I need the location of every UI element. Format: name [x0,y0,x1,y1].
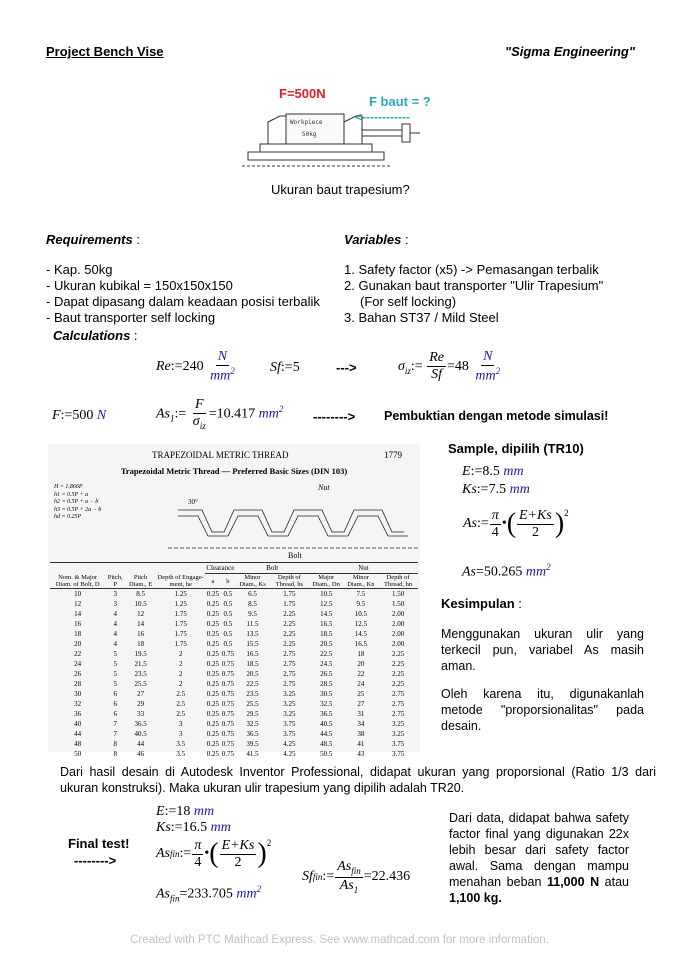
table-cell: 34 [357,720,365,728]
table-cell: 1.75 [174,610,187,618]
table-cell: 18 [137,640,145,648]
table-row [50,639,418,649]
table-cell: 29 [137,700,145,708]
table-cell: 50 [74,750,82,758]
table-cell: 12 [137,610,145,618]
table-cell: 0.75 [221,710,234,718]
table-cell: 41 [357,740,365,748]
as1-equation: $As_1:=$ $\frac{F}{\sigma_{iz}}$ =10.417 $mm^2$ [156,397,284,431]
table-cell: 22.5 [246,680,259,688]
table-cell: 2 [178,670,183,678]
table-cell: 3.75 [391,740,405,748]
thread-table [50,562,418,759]
requirement-item: - Ukuran kubikal = 150x150x150 [46,278,233,293]
bolt-force-arrow: <------------ [355,110,410,124]
table-cell: 16.5 [354,640,367,648]
diagram-label-angle: 30° [188,498,198,506]
final-asfin-formula: As fin := $\frac{\pi}{4}$ • ( $\frac{E+Ks}{2}$ ) $^2$ [156,837,272,870]
thread-table-image [48,444,420,758]
arrow-2: --------> [313,409,356,424]
table-cell: 8.5 [136,590,145,598]
table-cell: 0.5 [223,620,233,628]
table-cell: 24 [357,680,365,688]
table-cell: 23.5 [134,670,147,678]
conclusion-text-1: Menggunakan ukuran ulir yang terkecil pun, variabel As masih aman. [441,627,644,673]
table-cell: 0.75 [221,670,234,678]
table-cell: 3.75 [391,750,405,758]
table-cell: 5 [113,680,117,688]
table-cell: 2.25 [391,680,405,688]
table-cell: 26.5 [320,670,333,678]
table-cell: 40.5 [134,730,147,738]
table-cell: 44 [74,730,82,738]
table-cell: 1.50 [391,600,405,608]
table-cell: 4 [113,610,117,618]
table-cell: 12.5 [354,620,367,628]
table-cell: 1.25 [174,590,187,598]
table-cell: 30 [74,690,82,698]
table-cell: 2.00 [391,610,405,618]
table-cell: 12.5 [320,600,333,608]
column-header: Minor Diam., Ks [239,574,266,588]
bench-vise-sketch [240,104,430,174]
table-cell: 4 [113,630,117,638]
column-header: Pitch Diam., E [128,573,153,588]
table-image-header [48,444,420,460]
variables-list [344,262,603,326]
table-cell: 43 [357,750,365,758]
column-header: a [211,577,215,585]
table-cell: 24 [74,660,82,668]
conclusion-text-2: Oleh karena itu, digunakanlah metode "proporsionalitas" pada desain. [441,687,644,733]
table-cell: 13.5 [246,630,259,638]
table-cell: 18.5 [320,630,333,638]
conclusion-heading: Kesimpulan : [441,596,522,611]
table-cell: 2.75 [283,660,296,668]
table-cell: 21.5 [134,660,147,668]
table-cell: 48 [74,740,82,748]
final-test-arrow: --------> [74,853,117,868]
table-cell: 20 [74,640,82,648]
final-test-label: Final test! [68,836,130,851]
table-row [50,589,418,600]
table-cell: 0.25 [206,740,219,748]
table-cell: 6 [113,710,117,718]
table-cell: 10 [74,590,82,598]
variable-item: 1. Safety factor (x5) -> Pemasangan terbalik [344,262,599,277]
variable-item: 2. Gunakan baut transporter "Ulir Trapesium" [344,278,604,293]
table-cell: 3.75 [283,730,296,738]
table-image-title: TRAPEZOIDAL METRIC THREAD [152,450,289,460]
sample-heading: Sample, dipilih (TR10) [448,441,584,456]
table-cell: 20.5 [246,670,259,678]
workpiece-text: Workpiece [290,119,323,126]
table-cell: 2.00 [391,620,405,628]
workpiece-mass: 50kg [302,131,317,138]
sf-equation: Sf:=5 [270,360,300,375]
table-cell: 2 [178,660,183,668]
sigma-equation: $\sigma_{iz}:=$ $\frac{Re}{Sf}$ =48 $\frac{N}{mm^2}$ [398,349,501,384]
column-header: Pitch, P [107,573,123,588]
table-cell: 2.25 [391,650,405,658]
sample-as-result: As=50.265 $mm^2$ [462,562,551,580]
table-cell: 6 [113,700,117,708]
table-cell: 4 [113,640,117,648]
table-cell: 25 [357,690,365,698]
table-cell: 48.5 [320,740,333,748]
table-cell: 0.25 [206,660,219,668]
table-cell: 0.25 [206,650,219,658]
table-cell: 9.5 [248,610,257,618]
table-cell: 2.75 [391,700,405,708]
table-cell: 0.75 [221,680,234,688]
company-name: "Sigma Engineering" [504,44,635,59]
requirement-item: - Dapat dipasang dalam keadaan posisi terbalik [46,294,320,309]
table-cell: 3.25 [391,720,405,728]
table-cell: 50.5 [320,750,333,758]
table-cell: 3.25 [283,700,296,708]
table-cell: 0.5 [223,600,233,608]
table-cell: 3 [178,720,183,728]
table-cell: 23.5 [246,690,259,698]
table-cell: 40.5 [320,720,333,728]
table-cell: 8 [113,740,117,748]
force-label: F=500N [279,86,326,101]
f-equation: F:=500 N [52,408,107,423]
table-cell: 1.25 [174,600,187,608]
footer-text: Created with PTC Mathcad Express. See www.mathcad.com for more information. [130,934,549,946]
table-cell: 14 [137,620,145,628]
table-image-subtitle: Trapezoidal Metric Thread — Preferred Basic Sizes (DIN 103) [120,466,348,476]
table-cell: 28 [74,680,82,688]
table-cell: 3 [113,600,117,608]
table-cell: 0.25 [206,610,219,618]
table-cell: 40 [74,720,82,728]
table-cell: 0.25 [206,720,219,728]
table-cell: 46 [137,750,145,758]
table-cell: 3.25 [283,710,296,718]
requirements-list [46,262,320,326]
requirement-item: - Kap. 50kg [46,262,113,277]
table-cell: 0.25 [206,590,219,598]
table-cell: 39.5 [246,740,259,748]
table-cell: 0.25 [206,620,219,628]
table-cell: 3.25 [391,730,405,738]
table-row [50,689,418,699]
sample-as-formula: As := $\frac{\pi}{4}$ • ( $\frac{E+Ks}{2}$ ) $^2$ [463,507,569,540]
table-cell: 1.75 [174,630,187,638]
arrow-1: ---> [336,360,357,375]
table-cell: 0.25 [206,630,219,638]
table-cell: 22.5 [320,650,333,658]
sample-ks: Ks:=7.5 mm [462,482,530,497]
column-header: Major Diam., Dn [312,574,340,588]
table-cell: 11.5 [246,620,259,628]
variable-item: (For self locking) [360,294,457,309]
column-header: Depth of Thread, hn [384,574,413,588]
variables-heading: Variables : [344,232,409,247]
table-cell: 0.25 [206,730,219,738]
table-row [50,659,418,669]
table-cell: 15.5 [246,640,259,648]
table-cell: 6.5 [248,590,257,598]
table-cell: 7 [113,730,117,738]
table-cell: 32 [74,700,82,708]
table-cell: 0.75 [221,660,234,668]
final-asfin-result: $As_{fin}=233.705$ $mm^2$ [156,884,262,904]
table-cell: 0.75 [221,740,234,748]
variable-item: 3. Bahan ST37 / Mild Steel [344,310,499,325]
table-cell: 0.75 [221,690,234,698]
table-cell: 3.25 [283,690,296,698]
final-sffin-equation: Sf fin := $\frac{As_{fin}}{As_1}$ = 22.436 [302,859,411,895]
re-equation: Re:=240 $\frac{N}{mm^2}$ [156,349,235,384]
group-header: Nut [309,563,418,574]
table-cell: 32.5 [246,720,259,728]
column-header: Minor Diam., Kn [347,574,375,588]
thread-formulas: H = 1.866P h1 = 0.5P + a h2 = 0.5P + a − b h3 = 0.5P + 2a − b hd = 0.25P [54,484,102,520]
table-cell: 33 [137,710,145,718]
table-row [50,669,418,679]
requirements-heading: Requirements : [46,232,140,247]
table-cell: 30.5 [320,690,333,698]
table-cell: 5 [113,670,117,678]
table-row [50,629,418,639]
bolt-force-label: F baut = ? [369,94,431,109]
group-header: Clearance [206,564,235,572]
table-cell: 2.25 [283,640,296,648]
table-cell: 2.00 [391,630,405,638]
table-cell: 0.75 [221,730,234,738]
table-cell: 27 [137,690,145,698]
table-cell: 20.5 [320,640,333,648]
table-cell: 4 [113,620,117,628]
table-cell: 22 [74,650,82,658]
column-header: Depth of Thread, hs [275,574,304,588]
table-cell: 31 [357,710,365,718]
table-cell: 0.25 [206,700,219,708]
diagram-label-nut: Nut [318,483,330,492]
table-cell: 3 [113,590,117,598]
table-image-page: 1779 [384,450,402,460]
table-cell: 7.5 [356,590,366,598]
table-cell: 2.25 [391,670,405,678]
table-cell: 16.5 [320,620,333,628]
table-cell: 2.25 [391,660,405,668]
sample-e: E:=8.5 mm [462,464,524,479]
table-cell: 4.25 [283,750,296,758]
table-cell: 0.25 [206,670,219,678]
table-cell: 3.5 [176,740,186,748]
table-cell: 38 [357,730,365,738]
simulation-note: Pembuktian dengan metode simulasi! [384,409,609,423]
final-e: E:=18 mm [156,804,215,819]
table-row [50,649,418,659]
table-cell: 3 [178,730,183,738]
table-cell: 25.5 [134,680,147,688]
table-cell: 0.75 [221,750,234,758]
final-note: Dari data, didapat bahwa safety factor final yang digunakan 22x lebih besar dari safety factor awal. Sama dengan mampu menahan beban 11,000 N atau 1,100 kg. [449,811,629,905]
table-row [50,749,418,759]
table-cell: 0.5 [223,610,233,618]
table-cell: 1.50 [391,590,405,598]
table-cell: 0.75 [221,650,234,658]
table-cell: 10.5 [320,590,333,598]
table-cell: 4.25 [283,740,296,748]
question-caption: Ukuran baut trapesium? [271,182,410,197]
table-cell: 7 [113,720,117,728]
table-cell: 14.5 [354,630,367,638]
table-cell: 16.5 [246,650,259,658]
table-row [50,679,418,689]
table-cell: 27 [357,700,365,708]
table-cell: 2.5 [176,690,186,698]
diagram-label-bolt: Bolt [288,551,302,560]
design-paragraph: Dari hasil desain di Autodesk Inventor Professional, didapat ukuran yang proporsional (Ratio 1/3 dari ukuran konstruksi). Maka ukuran ulir trapesium yang dipilih adalah TR20. [60,765,656,795]
table-cell: 9.5 [356,600,366,608]
column-header: Nom. & Major Diam. of Bolt, D [55,573,100,588]
table-cell: 3.5 [176,750,186,758]
table-cell: 2 [178,650,183,658]
table-cell: 0.25 [206,680,219,688]
table-cell: 0.25 [206,690,219,698]
table-cell: 0.5 [223,640,233,648]
table-cell: 24.5 [320,660,333,668]
table-cell: 10.5 [134,600,147,608]
table-cell: 36 [74,710,82,718]
table-cell: 16 [74,620,82,628]
table-cell: 14 [74,610,82,618]
table-row [50,719,418,729]
table-row [50,739,418,749]
table-cell: 0.25 [206,710,219,718]
table-cell: 3.75 [283,720,296,728]
table-cell: 2.00 [391,640,405,648]
table-cell: 36.5 [246,730,259,738]
table-cell: 29.5 [246,710,259,718]
project-title: Project Bench Vise [46,44,164,59]
table-row [50,599,418,609]
table-cell: 5 [113,660,117,668]
table-cell: 41.5 [246,750,259,758]
table-cell: 2.75 [391,710,405,718]
calculations-heading: Calculations : [53,328,138,343]
table-cell: 36.5 [134,720,147,728]
table-cell: 2.75 [283,680,296,688]
table-cell: 0.25 [206,750,219,758]
table-cell: 8 [113,750,117,758]
table-cell: 18.5 [246,660,259,668]
table-cell: 2.25 [283,610,296,618]
table-cell: 36.5 [320,710,333,718]
table-cell: 20 [357,660,365,668]
table-cell: 2.5 [176,710,186,718]
final-ks: Ks:=16.5 mm [156,820,231,835]
table-cell: 0.75 [221,720,234,728]
table-cell: 0.75 [221,700,234,708]
table-cell: 1.75 [174,620,187,628]
table-cell: 44 [137,740,145,748]
table-cell: 25.5 [246,700,259,708]
group-header: Bolt [235,563,309,574]
table-cell: 2.25 [283,630,296,638]
table-cell: 1.75 [174,640,187,648]
table-cell: 1.75 [283,600,296,608]
table-cell: 0.25 [206,600,219,608]
table-cell: 10.5 [354,610,367,618]
table-cell: 32.5 [320,700,333,708]
table-cell: 16 [137,630,145,638]
column-header: b [226,577,230,585]
table-row [50,609,418,619]
table-cell: 26 [74,670,82,678]
table-row [50,699,418,709]
table-cell: 2 [178,680,183,688]
table-cell: 18 [74,630,82,638]
table-cell: 0.25 [206,640,219,648]
table-cell: 18 [357,650,365,658]
table-cell: 0.5 [223,590,233,598]
table-cell: 19.5 [134,650,147,658]
table-cell: 14.5 [320,610,333,618]
table-cell: 22 [357,670,365,678]
table-cell: 8.5 [248,600,257,608]
table-row [50,619,418,629]
table-cell: 12 [74,600,82,608]
table-cell: 44.5 [320,730,333,738]
table-cell: 6 [113,690,117,698]
table-row [50,709,418,719]
thread-diagram [48,476,420,562]
table-cell: 2.75 [283,670,296,678]
requirement-item: - Baut transporter self locking [46,310,216,325]
table-cell: 2.5 [176,700,186,708]
table-cell: 0.5 [223,630,233,638]
table-cell: 2.75 [391,690,405,698]
table-cell: 2.75 [283,650,296,658]
table-row [50,729,418,739]
column-header: Depth of Engage-ment, he [157,573,204,588]
table-cell: 2.25 [283,620,296,628]
table-cell: 1.75 [283,590,296,598]
table-cell: 28.5 [320,680,333,688]
table-cell: 5 [113,650,117,658]
